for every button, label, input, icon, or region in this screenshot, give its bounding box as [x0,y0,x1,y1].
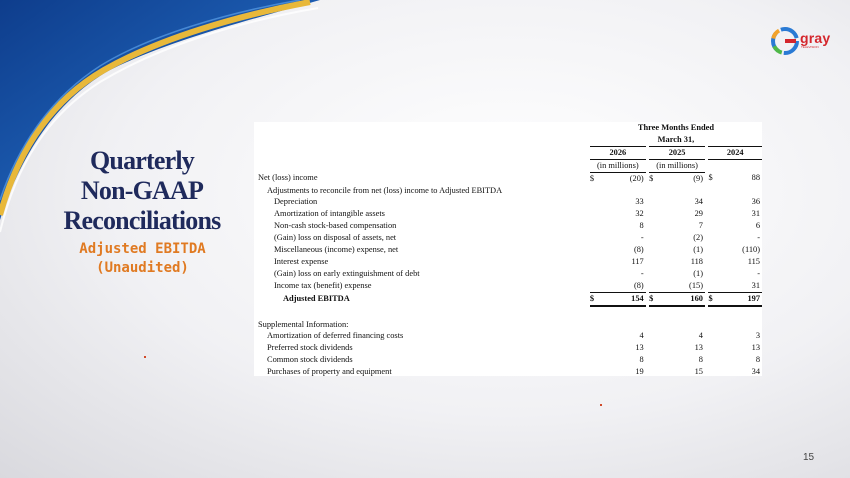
cell-2026: 33 [635,197,644,207]
table-row [254,280,762,292]
cell-2025: 118 [690,256,703,266]
subtitle-line: Adjusted EBITDA [79,241,206,257]
dollar-sign: $ [590,292,600,305]
cell-2026: 19 [635,367,644,377]
cell-2025: 13 [694,343,703,353]
cell-2026: 13 [635,343,644,353]
title-line: Non-GAAP [80,176,204,205]
table-row [254,319,762,331]
table-row [254,172,762,184]
cell-2024: 3 [755,331,760,341]
row-label: Depreciation [274,197,318,207]
cell-2024: 36 [751,197,760,207]
page-number: 15 [803,452,815,463]
period-header: Three Months Ended [637,123,715,132]
row-label: Purchases of property and equipment [267,367,392,377]
cell-2024: 31 [718,280,762,292]
supplemental-title: Supplemental Information: [258,319,349,329]
logo-tagline: TELEVISION [801,45,819,49]
row-label: Amortization of deferred financing costs [267,331,404,341]
year-header: 2026 [590,146,646,159]
table-row [254,366,762,378]
unit-label: (in millions) [590,159,646,172]
cell-2024: - [757,268,760,278]
table-row [254,256,762,268]
row-label: Net (loss) income [258,173,318,183]
year-header: 2024 [708,146,762,159]
title-line: Reconciliations [63,206,221,235]
row-label: Income tax (benefit) expense [274,281,372,291]
reconciliation-table-panel [254,122,762,376]
row-label: Preferred stock dividends [267,343,353,353]
row-label: Miscellaneous (income) expense, net [274,245,399,255]
cell-2024: 115 [747,256,760,266]
cell-2024: 197 [718,292,762,305]
row-label: Adjustments to reconcile from net (loss) income to Adjusted EBITDA [267,185,503,195]
cell-2024: - [757,233,760,243]
dollar-sign: $ [589,173,595,183]
title-line: Quarterly [90,146,194,175]
cell-2024: 34 [751,367,760,377]
cell-2025: (2) [693,233,703,243]
row-label: (Gain) loss on early extinguishment of debt [274,268,420,278]
row-label: Non-cash stock-based compensation [274,221,397,231]
table-row [254,342,762,354]
row-label: Adjusted EBITDA [283,293,350,303]
cell-2026: 8 [639,355,644,365]
cell-2026: (8) [600,280,646,292]
cell-2025: 29 [694,209,703,219]
row-label: (Gain) loss on disposal of assets, net [274,233,397,243]
table-row [254,268,762,280]
cell-2024: 31 [751,209,760,219]
decorative-dot [600,404,602,406]
cell-2025: 15 [694,367,703,377]
cell-2025: (1) [693,245,703,255]
period-date: March 31, [657,134,695,144]
row-label: Common stock dividends [267,355,353,365]
dollar-sign: $ [708,292,717,305]
cell-2025: 4 [698,331,703,341]
year-header: 2025 [649,146,705,159]
decorative-dot [144,356,146,358]
cell-2024: (110) [742,245,760,255]
reconciliation-table [254,122,762,378]
cell-2025: (1) [693,268,703,278]
cell-2026: (8) [633,245,644,255]
cell-2025: (9) [693,173,703,183]
cell-2026: 4 [639,331,644,341]
slide-title [36,146,248,236]
table-row [254,232,762,244]
row-label: Amortization of intangible assets [274,209,385,219]
cell-2025: 160 [659,292,705,305]
cell-2025: 34 [694,197,703,207]
dollar-sign: $ [649,173,654,183]
cell-2024: 6 [755,221,760,231]
cell-2024: 13 [751,343,760,353]
dollar-sign: $ [708,173,713,183]
table-row [254,354,762,366]
subtitle-line: (Unaudited) [96,260,189,276]
logo-wordmark: gray [800,30,831,46]
dollar-sign: $ [649,292,659,305]
cell-2026: 154 [600,292,646,305]
table-row [254,244,762,256]
unit-label: (in millions) [649,159,705,172]
slide-subtitle [50,240,235,278]
cell-2025: 7 [698,221,703,231]
cell-2026: 32 [635,209,644,219]
table-row [254,196,762,208]
cell-2026: 117 [631,256,644,266]
table-row [254,330,762,342]
cell-2025: 8 [698,355,703,365]
cell-2026: - [640,268,644,278]
cell-2026: - [640,233,644,243]
cell-2026: 8 [639,221,644,231]
table-row [254,220,762,232]
table-row-total [254,292,762,305]
cell-2026: (20) [629,173,644,183]
row-label: Interest expense [274,256,329,266]
cell-2025: (15) [659,280,705,292]
table-row [254,208,762,220]
cell-2024: 8 [755,355,760,365]
table-row [254,185,762,197]
cell-2024: 88 [751,173,760,183]
